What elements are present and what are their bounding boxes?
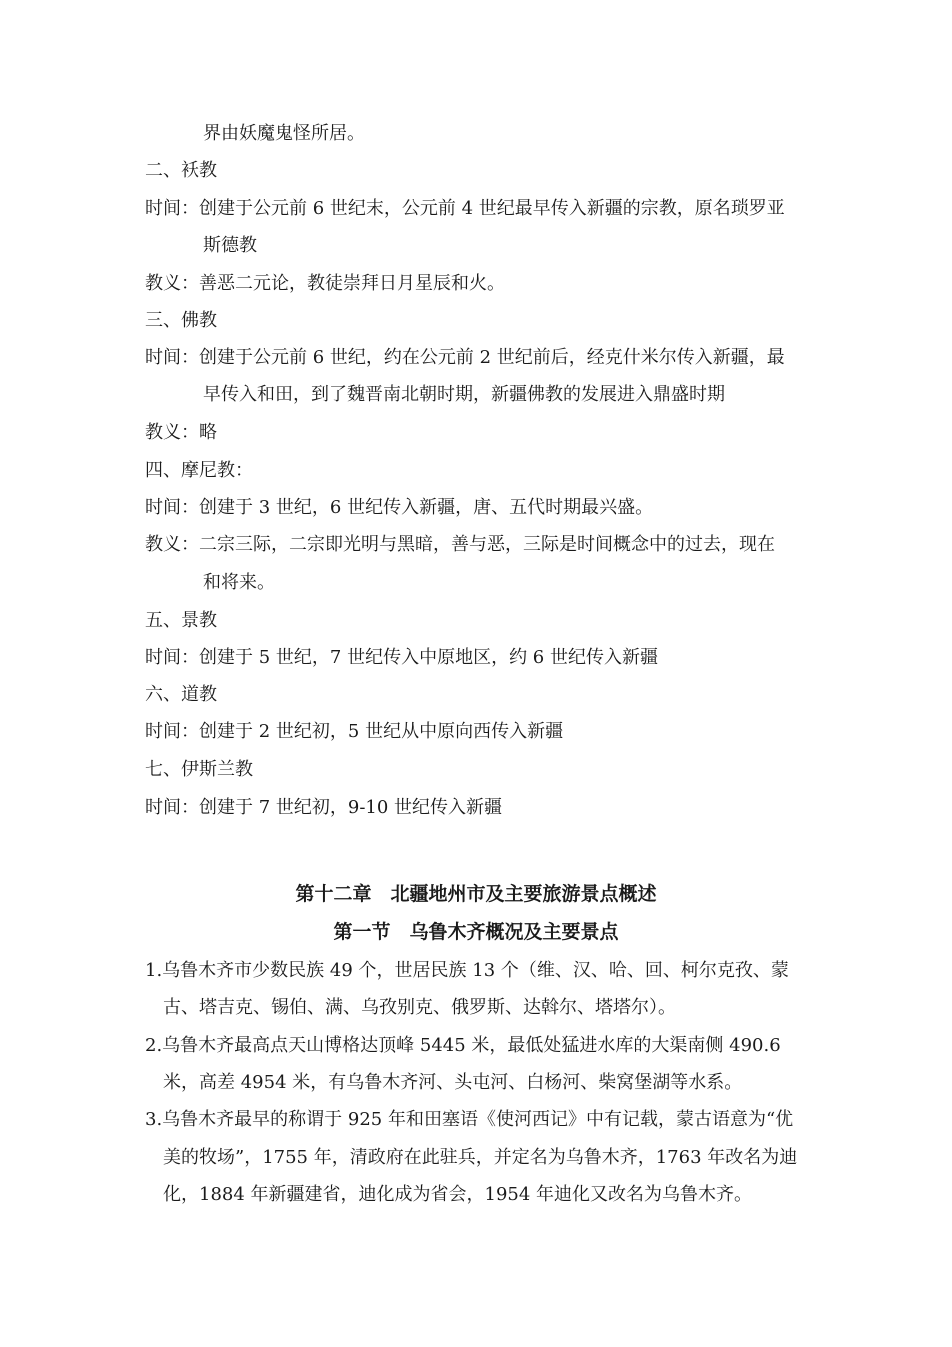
- text-line: 时间：创建于公元前 6 世纪末，公元前 4 世纪最早传入新疆的宗教，原名琐罗亚: [145, 198, 785, 219]
- text-line: 时间：创建于 5 世纪，7 世纪传入中原地区，约 6 世纪传入新疆: [145, 647, 658, 668]
- list-item: 3.乌鲁木齐最早的称谓于 925 年和田塞语《使河西记》中有记载，蒙古语意为“优: [145, 1109, 794, 1130]
- list-item-continuation: 美的牧场”，1755 年，清政府在此驻兵，并定名为乌鲁木齐，1763 年改名为迪: [163, 1147, 798, 1168]
- section-heading-buddhism: 三、佛教: [145, 310, 217, 331]
- section-heading-taoism: 六、道教: [145, 684, 217, 705]
- list-item: 2.乌鲁木齐最高点天山博格达顶峰 5445 米，最低处猛进水库的大渠南侧 490.6: [145, 1035, 781, 1056]
- text-line: 教义：善恶二元论，教徒崇拜日月星辰和火。: [145, 273, 505, 294]
- section-heading-zoroastrianism: 二、袄教: [145, 160, 217, 181]
- list-item-continuation: 米，高差 4954 米，有乌鲁木齐河、头屯河、白杨河、柴窝堡湖等水系。: [163, 1072, 743, 1093]
- text-line: 时间：创建于 3 世纪，6 世纪传入新疆，唐、五代时期最兴盛。: [145, 497, 654, 518]
- list-item: 1.乌鲁木齐市少数民族 49 个，世居民族 13 个（维、汉、哈、回、柯尔克孜、蒙: [145, 960, 789, 981]
- list-item-continuation: 化，1884 年新疆建省，迪化成为省会，1954 年迪化又改名为乌鲁木齐。: [163, 1184, 753, 1205]
- text-line: 时间：创建于公元前 6 世纪，约在公元前 2 世纪前后，经克什米尔传入新疆，最: [145, 347, 785, 368]
- section-heading-nestorianism: 五、景教: [145, 610, 217, 631]
- text-line: 教义：二宗三际，二宗即光明与黑暗，善与恶，三际是时间概念中的过去，现在: [145, 534, 775, 555]
- text-line: 斯德教: [203, 235, 257, 256]
- section-title: 第一节 乌鲁木齐概况及主要景点: [333, 921, 619, 943]
- text-line: 界由妖魔鬼怪所居。: [203, 123, 365, 144]
- section-heading-manichaeism: 四、摩尼教：: [145, 460, 253, 481]
- text-line: 早传入和田，到了魏晋南北朝时期，新疆佛教的发展进入鼎盛时期: [203, 384, 725, 405]
- list-item-continuation: 古、塔吉克、锡伯、满、乌孜别克、俄罗斯、达斡尔、塔塔尔）。: [163, 997, 676, 1018]
- text-line: 时间：创建于 2 世纪初，5 世纪从中原向西传入新疆: [145, 721, 564, 742]
- text-line: 和将来。: [203, 572, 275, 593]
- text-line: 教义：略: [145, 422, 217, 443]
- text-line: 时间：创建于 7 世纪初，9-10 世纪传入新疆: [145, 797, 503, 818]
- section-heading-islam: 七、伊斯兰教: [145, 759, 253, 780]
- chapter-title: 第十二章 北疆地州市及主要旅游景点概述: [295, 883, 657, 905]
